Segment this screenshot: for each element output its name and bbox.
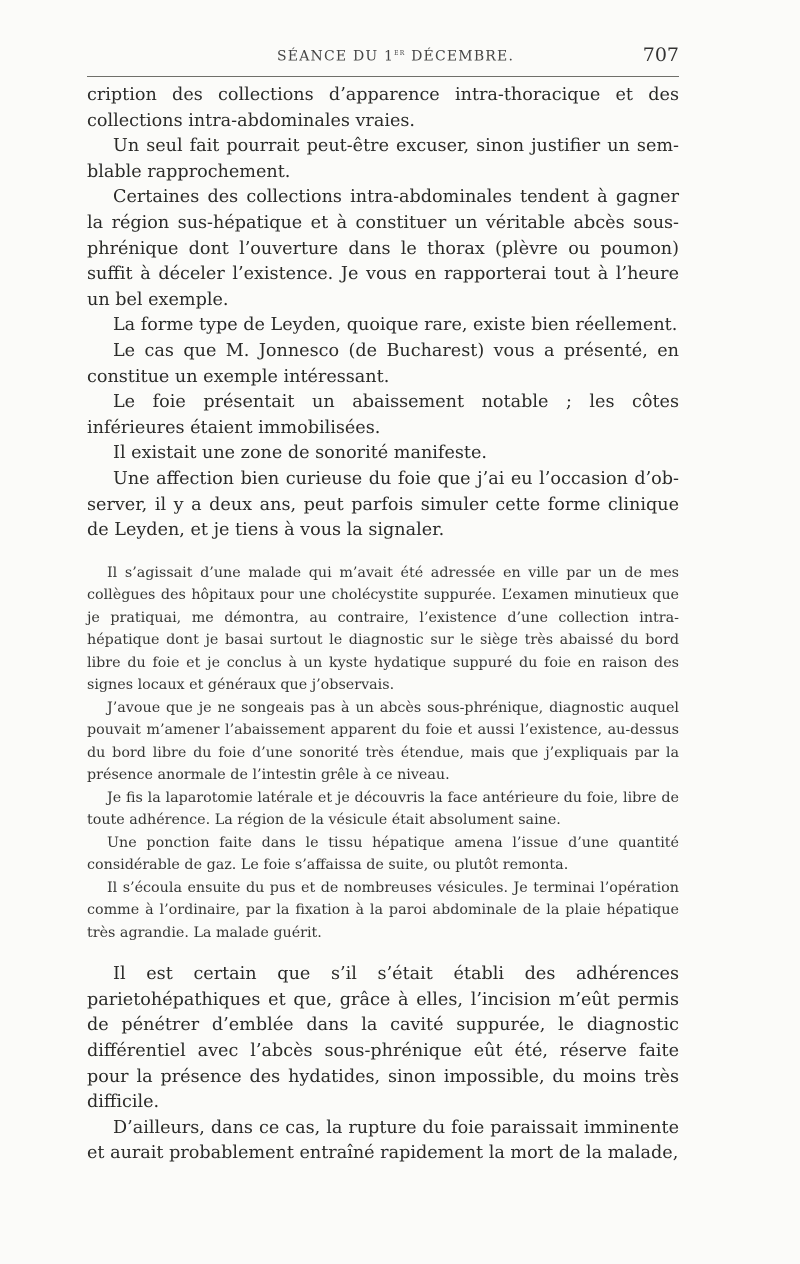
- main-text: [87, 83, 679, 544]
- case-paragraph: Il s’agissait d’une malade qui m’avait été adressée en ville par un de mes collègues des hôpitaux pour une cholécystite suppurée. L’examen minutieux que je pratiquai, me démontra, au contraire, l’existence d’une collection intra-hépatique dont je basai surtout le diagnostic sur le siège très abaissé du bord libre du foie et je conclus à un kyste hydatique suppuré du foie en raison des signes locaux et généraux que j’observais.: [87, 564, 679, 694]
- paragraph: La forme type de Leyden, quoique rare, existe bien réellement.: [113, 315, 678, 336]
- page-header: [87, 42, 679, 77]
- running-head-end: DÉCEMBRE.: [405, 48, 515, 65]
- paragraph: Le foie présentait un abaissement notable ; les côtes inférieures étaient immobilisées.: [87, 392, 679, 438]
- paragraph: Une affection bien curieuse du foie que j’ai eu l’occasion d’observer, il y a deux ans, peut parfois simuler cette forme clinique de Leyden, et je tiens à vous la signaler.: [87, 468, 679, 541]
- paragraph-continuation: cription des collections d’apparence intra-thoracique et des collections intra-abdominales vraies.: [87, 85, 679, 131]
- case-paragraph: J’avoue que je ne songeais pas à un abcès sous-phrénique, diagnostic auquel pouvait m’amener l’abaissement apparent du foie et aussi l’existence, au-dessus du bord libre du foie d’une sonorité très étendue, mais que j’expliquais par la présence anormale de l’intestin grêle à ce niveau.: [87, 699, 679, 784]
- conclusion-text: [87, 962, 679, 1167]
- running-head: [277, 48, 514, 65]
- paragraph: Le cas que M. Jonnesco (de Bucharest) vous a présenté, en constitue un exemple intéressant.: [87, 340, 679, 387]
- case-report: [87, 562, 679, 945]
- page-number: 707: [642, 44, 679, 66]
- paragraph: Il est certain que s’il s’était établi des adhérences parietohépathiques et que, grâce à elles, l’incision m’eût permis de pénétrer d’emblée dans la cavité suppurée, le diagnostic différentiel avec l’abcès sous-phrénique eût été, réserve faite pour la présence des hydatides, sinon impossible, du moins très difficile.: [87, 964, 679, 1113]
- paragraph: D’ailleurs, dans ce cas, la rupture du foie paraissait imminente et aurait probablement entraîné rapidement la mort de la malade,: [87, 1117, 679, 1164]
- case-paragraph: Je fis la laparotomie latérale et je découvris la face antérieure du foie, libre de toute adhérence. La région de la vésicule était absolument saine.: [87, 789, 679, 829]
- case-paragraph: Une ponction faite dans le tissu hépatique amena l’issue d’une quantité considérable de gaz. Le foie s’affaissa de suite, ou plutôt remonta.: [87, 834, 679, 874]
- book-page: [87, 42, 679, 1167]
- paragraph: Un seul fait pourrait peut-être excuser, sinon justifier un semblable rapprochement.: [87, 136, 679, 182]
- case-paragraph: Il s’écoula ensuite du pus et de nombreuses vésicules. Je terminai l’opération comme à l’ordinaire, par la fixation à la paroi abdominale de la plaie hépatique très agrandie. La malade guérit.: [87, 879, 679, 941]
- paragraph: Certaines des collections intra-abdominales tendent à gagner la région sus-hépatique et à constituer un véritable abcès sous-phrénique dont l’ouverture dans le thorax (plèvre ou poumon) suffit à déceler l’existence. Je vous en rapporterai tout à l’heure un bel exemple.: [87, 187, 679, 310]
- running-head-superscript: er: [394, 48, 406, 58]
- paragraph: Il existait une zone de sonorité manifeste.: [113, 443, 487, 464]
- running-head-main: SÉANCE DU 1: [277, 48, 395, 65]
